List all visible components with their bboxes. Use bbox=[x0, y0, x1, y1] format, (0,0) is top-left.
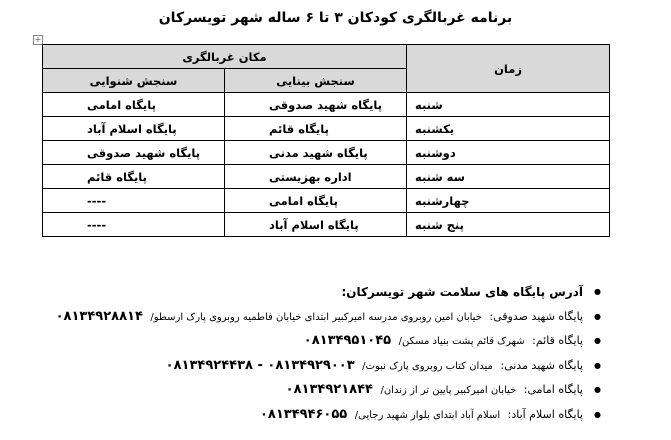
address-label: پایگاه شهید صدوقی: bbox=[489, 309, 583, 323]
table-row bbox=[43, 165, 610, 189]
phone-number: ۰۸۱۳۴۹۲۹۰۰۳ - ۰۸۱۳۴۹۲۴۴۳۸ bbox=[165, 357, 355, 373]
row-day: شنبه bbox=[407, 93, 610, 117]
list-item bbox=[41, 403, 583, 428]
address-heading-item bbox=[41, 280, 583, 305]
row-day: دوشنبه bbox=[407, 141, 610, 165]
address-text: خیابان امین روبروی مدرسه امیرکبیر ابتدای خیابان فاطمیه روبروی پارک ارسطو/ bbox=[150, 311, 482, 323]
row-hearing: پایگاه اسلام آباد bbox=[43, 117, 225, 141]
address-label: پایگاه قائم: bbox=[532, 334, 583, 347]
table-row bbox=[43, 213, 610, 237]
header-place: مکان غربالگری bbox=[43, 45, 407, 69]
phone-number: ۰۸۱۳۴۹۲۱۸۴۴ bbox=[285, 382, 373, 397]
row-hearing: پایگاه قائم bbox=[43, 165, 225, 189]
row-vision: پایگاه قائم bbox=[225, 117, 407, 141]
row-day: سه شنبه bbox=[407, 165, 610, 189]
table-header-row bbox=[43, 45, 610, 69]
table-row bbox=[43, 141, 610, 165]
phone-number: ۰۸۱۳۴۹۴۶۰۵۵ bbox=[259, 406, 348, 422]
row-hearing: ---- bbox=[43, 213, 225, 237]
table-row bbox=[43, 117, 610, 141]
table-row bbox=[43, 189, 610, 213]
address-label: پایگاه امامی: bbox=[523, 383, 583, 396]
table-move-handle-icon[interactable]: + bbox=[34, 35, 42, 44]
row-hearing: پایگاه امامی bbox=[43, 93, 225, 117]
header-time: زمان bbox=[407, 45, 610, 93]
address-label: پایگاه اسلام آباد: bbox=[507, 407, 583, 421]
list-item bbox=[41, 305, 583, 330]
address-list bbox=[41, 280, 601, 427]
row-day: یکشنبه bbox=[407, 117, 610, 141]
row-vision: اداره بهزیستی bbox=[225, 165, 407, 189]
address-label: پایگاه شهید مدنی: bbox=[500, 358, 583, 372]
address-text: خیابان امیرکبیر پایین تر از زندان/ bbox=[380, 385, 517, 396]
row-vision: پایگاه شهید صدوقی bbox=[225, 93, 407, 117]
row-hearing: ---- bbox=[43, 189, 225, 213]
screening-schedule-table bbox=[42, 44, 610, 237]
row-hearing: پایگاه شهید صدوقی bbox=[43, 141, 225, 165]
header-vision: سنجش بینایی bbox=[225, 69, 407, 93]
phone-number: ۰۸۱۳۴۹۲۸۸۱۴ bbox=[55, 308, 143, 324]
address-text: میدان کتاب روبروی پارک نبوت/ bbox=[362, 360, 493, 372]
list-item bbox=[41, 354, 583, 379]
address-heading: آدرس پایگاه های سلامت شهر تویسرکان: bbox=[341, 285, 583, 299]
row-day: چهارشنبه bbox=[407, 189, 610, 213]
row-vision: پایگاه امامی bbox=[225, 189, 407, 213]
document-title: برنامه غربالگری کودکان ۳ تا ۶ ساله شهر تویسرکان bbox=[158, 10, 513, 26]
row-vision: پایگاه اسلام آباد bbox=[225, 213, 407, 237]
phone-number: ۰۸۱۳۴۹۵۱۰۴۵ bbox=[303, 333, 392, 348]
row-day: پنج شنبه bbox=[407, 213, 610, 237]
row-vision: پایگاه شهید مدنی bbox=[225, 141, 407, 165]
header-hearing: سنجش شنوایی bbox=[43, 69, 225, 93]
address-text: شهرک قائم پشت بنیاد مسکن/ bbox=[398, 336, 525, 347]
address-text: اسلام آباد ابتدای بلوار شهید رجایی/ bbox=[354, 409, 501, 421]
table-row bbox=[43, 93, 610, 117]
list-item bbox=[41, 378, 583, 403]
list-item bbox=[41, 329, 583, 354]
address-section bbox=[41, 280, 601, 427]
